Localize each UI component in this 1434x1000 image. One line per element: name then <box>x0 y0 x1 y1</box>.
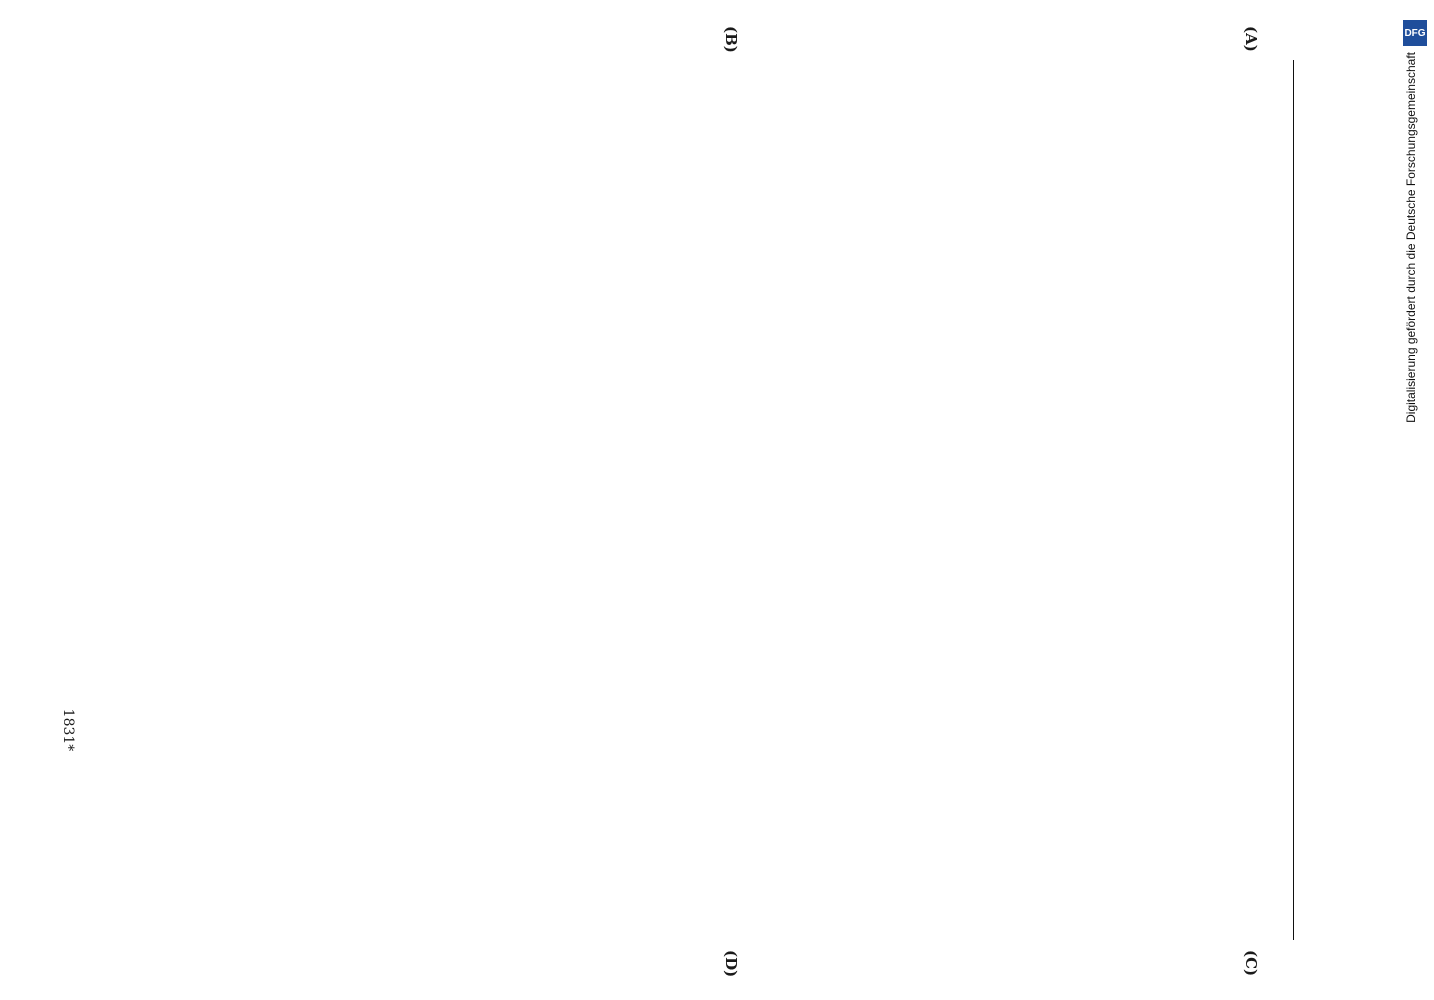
footer-mark: 1831* <box>60 708 76 752</box>
margin-mark-a: (A) <box>1242 26 1260 52</box>
column-right <box>102 520 1282 940</box>
margin-mark-b: (B) <box>722 26 740 53</box>
side-credit-text: Digitalisierung gefördert durch die Deutsche Forschungsgemeinschaft <box>1404 52 1418 423</box>
running-head <box>1293 60 1330 940</box>
side-credit <box>1402 20 1428 980</box>
page <box>60 26 1330 978</box>
column-left <box>102 60 1282 480</box>
dfg-badge: DFG <box>1403 20 1427 46</box>
margin-mark-c: (C) <box>1242 950 1260 977</box>
margin-mark-d: (D) <box>722 950 740 978</box>
